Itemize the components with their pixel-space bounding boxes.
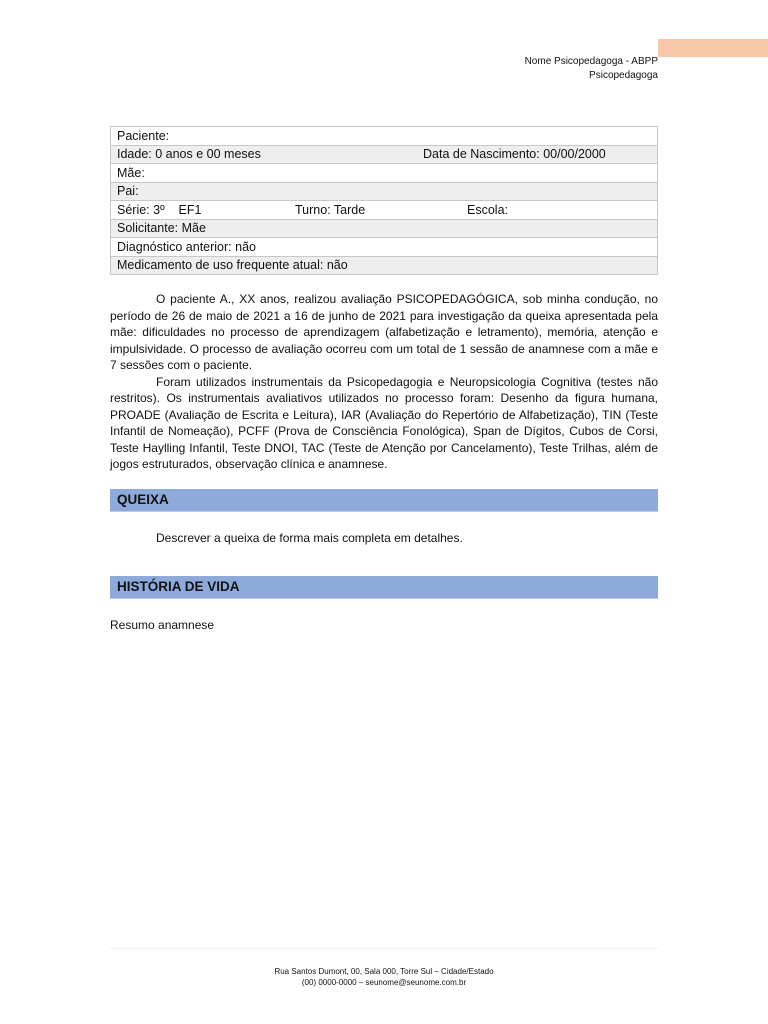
section-historia-header [110, 576, 658, 599]
corner-accent-bar [658, 39, 768, 57]
row-idade [111, 145, 658, 164]
turno-cell: Turno: Tarde [295, 202, 366, 217]
row-mae [111, 164, 658, 183]
section-queixa-title: QUEIXA [117, 492, 169, 507]
solicitante-cell: Solicitante: Mãe [111, 219, 658, 238]
footer [110, 966, 658, 988]
escola-cell: Escola: [467, 202, 508, 217]
pai-cell: Pai: [111, 182, 658, 201]
professional-name: Nome Psicopedagoga - ABPP [524, 56, 658, 67]
historia-text: Resumo anamnese [110, 618, 215, 632]
medicamento-cell: Medicamento de uso frequente atual: não [111, 256, 658, 275]
professional-role: Psicopedagoga [589, 70, 658, 81]
intro-paragraph-2: Foram utilizados instrumentais da Psicopedagogia e Neuropsicologia Cognitiva (testes não restritos). Os instrumentais avaliativos utilizados no processo foram: Desenho da figura humana, PROADE (Avaliação de Escrita e Leitura), IAR (Avaliação do Repertório de Alfabetização), TIN (Teste Infantil de Nomeação), PCFF (Prova de Consciência Fonológica), Span de Dígitos, Cubos de Corsi, Teste Haylling Infantil, Teste DNOI, TAC (Teste de Atenção por Cancelamento), Teste Trilhas, além de jogos estruturados, observação clínica e anamnese. [110, 374, 658, 471]
row-serie [111, 201, 658, 220]
footer-address: Rua Santos Dumont, 00, Sala 000, Torre Sul – Cidade/Estado [274, 967, 494, 976]
queixa-text: Descrever a queixa de forma mais completa em detalhes. [156, 531, 463, 545]
row-medicamento [111, 256, 658, 275]
row-pai [111, 182, 658, 201]
nascimento-cell: Data de Nascimento: 00/00/2000 [423, 147, 606, 162]
section-queixa-header [110, 489, 658, 512]
paciente-cell: Paciente: [111, 127, 658, 146]
section-historia-title: HISTÓRIA DE VIDA [117, 579, 240, 594]
intro-text [110, 291, 658, 473]
idade-cell: Idade: 0 anos e 00 meses [117, 147, 261, 162]
letterhead [525, 55, 658, 83]
row-diagnostico [111, 238, 658, 257]
intro-paragraph-1: O paciente A., XX anos, realizou avaliação PSICOPEDAGÓGICA, sob minha condução, no período de 26 de maio de 2021 a 16 de junho de 2021 para investigação da queixa apresentada pela mãe: dificuldades no processo de aprendizagem (alfabetização e letramento), memória, atenção e impulsividade. O processo de avaliação ocorreu com um total de 1 sessão de anamnese com a mãe e 7 sessões com o paciente. [110, 292, 658, 372]
patient-info-table [110, 126, 658, 275]
row-solicitante [111, 219, 658, 238]
footer-contact: (00) 0000-0000 – seunome@seunome.com.br [301, 978, 467, 987]
mae-cell: Mãe: [111, 164, 658, 183]
diagnostico-cell: Diagnóstico anterior: não [111, 238, 658, 257]
footer-divider [110, 948, 658, 949]
row-paciente [111, 127, 658, 146]
serie-cell: Série: 3º EF1 [117, 202, 202, 217]
